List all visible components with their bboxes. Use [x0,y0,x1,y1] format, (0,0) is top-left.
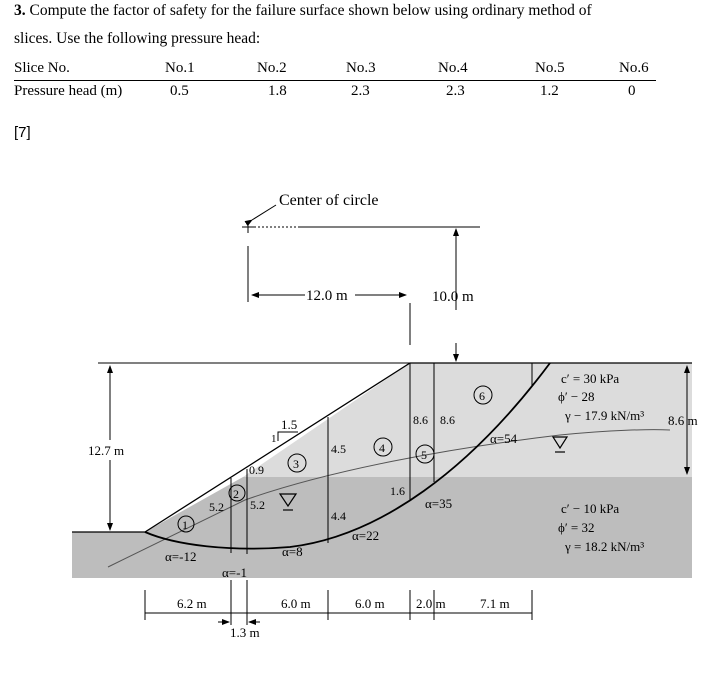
width-label: 6.0 m [281,596,311,611]
slice-header: No.4 [438,60,468,76]
row-label-slice: Slice No. [14,60,70,76]
angle-label: α=35 [425,496,453,511]
lower-unit-weight: γ = 18.2 kN/m³ [565,539,645,554]
angle-label: α=22 [352,528,380,543]
lower-friction-angle: ϕ′ = 32 [558,520,595,535]
angle-label: α=8 [282,544,303,559]
dimension-4-4: 4.4 [331,509,346,523]
center-marker [242,205,480,361]
row-label-pressure: Pressure head (m) [14,83,123,99]
slice-header: No.3 [346,60,376,76]
upper-cohesion: c′ = 30 kPa [561,371,620,386]
width-label: 6.2 m [177,596,207,611]
dimension-8-6-right: 8.6 [440,413,455,427]
slope-height-label: 12.7 m [88,443,125,458]
question-text-2: slices. Use the following pressure head: [14,30,261,47]
question-number: 3. [14,2,26,19]
center-label: Center of circle [279,192,379,209]
dimension-0-9: 0.9 [249,463,264,477]
slice-header: No.1 [165,60,195,76]
slice-number: 4 [379,441,385,455]
slice-number: 2 [233,487,239,501]
dimension-1: 1 [271,433,277,445]
dimension-8-6-left: 8.6 [413,413,428,427]
question-text-1: Compute the factor of safety for the failure surface shown below using ordinary method of [29,2,592,19]
angle-label: α=54 [490,431,518,446]
width-label: 2.0 m [416,596,446,611]
dimension-4-5: 4.5 [331,442,346,456]
width-label: 6.0 m [355,596,385,611]
slice-number: 3 [293,457,299,471]
width-label: 1.3 m [230,625,260,640]
slice-number: 1 [182,518,188,532]
vertical-offset-label: 10.0 m [432,289,474,305]
slice-header: No.6 [619,60,649,76]
slice-header: No.5 [535,60,565,76]
slice-number: 5 [421,448,427,462]
pressure-cell: 0.5 [170,83,189,99]
dimension-1-6: 1.6 [390,484,405,498]
dimension-5-2-left: 5.2 [209,500,224,514]
width-label: 7.1 m [480,596,510,611]
pressure-cell: 0 [628,83,636,99]
horizontal-offset-label: 12.0 m [306,288,348,304]
upper-unit-weight: γ − 17.9 kN/m³ [565,408,645,423]
layer-thickness-label: 8.6 m [668,413,698,428]
pressure-cell: 1.2 [540,83,559,99]
marks: [7] [14,124,31,141]
pressure-cell: 2.3 [351,83,370,99]
dimension-5-2-right: 5.2 [250,498,265,512]
angle-label: α=-12 [165,549,197,564]
lower-cohesion: c′ − 10 kPa [561,501,620,516]
upper-friction-angle: ϕ′ − 28 [558,389,595,404]
slice-header: No.2 [257,60,287,76]
pressure-cell: 2.3 [446,83,465,99]
dimension-1-5: 1.5 [281,417,298,432]
angle-label: α=-1 [222,565,247,580]
slice-number: 6 [479,389,485,403]
pressure-cell: 1.8 [268,83,287,99]
